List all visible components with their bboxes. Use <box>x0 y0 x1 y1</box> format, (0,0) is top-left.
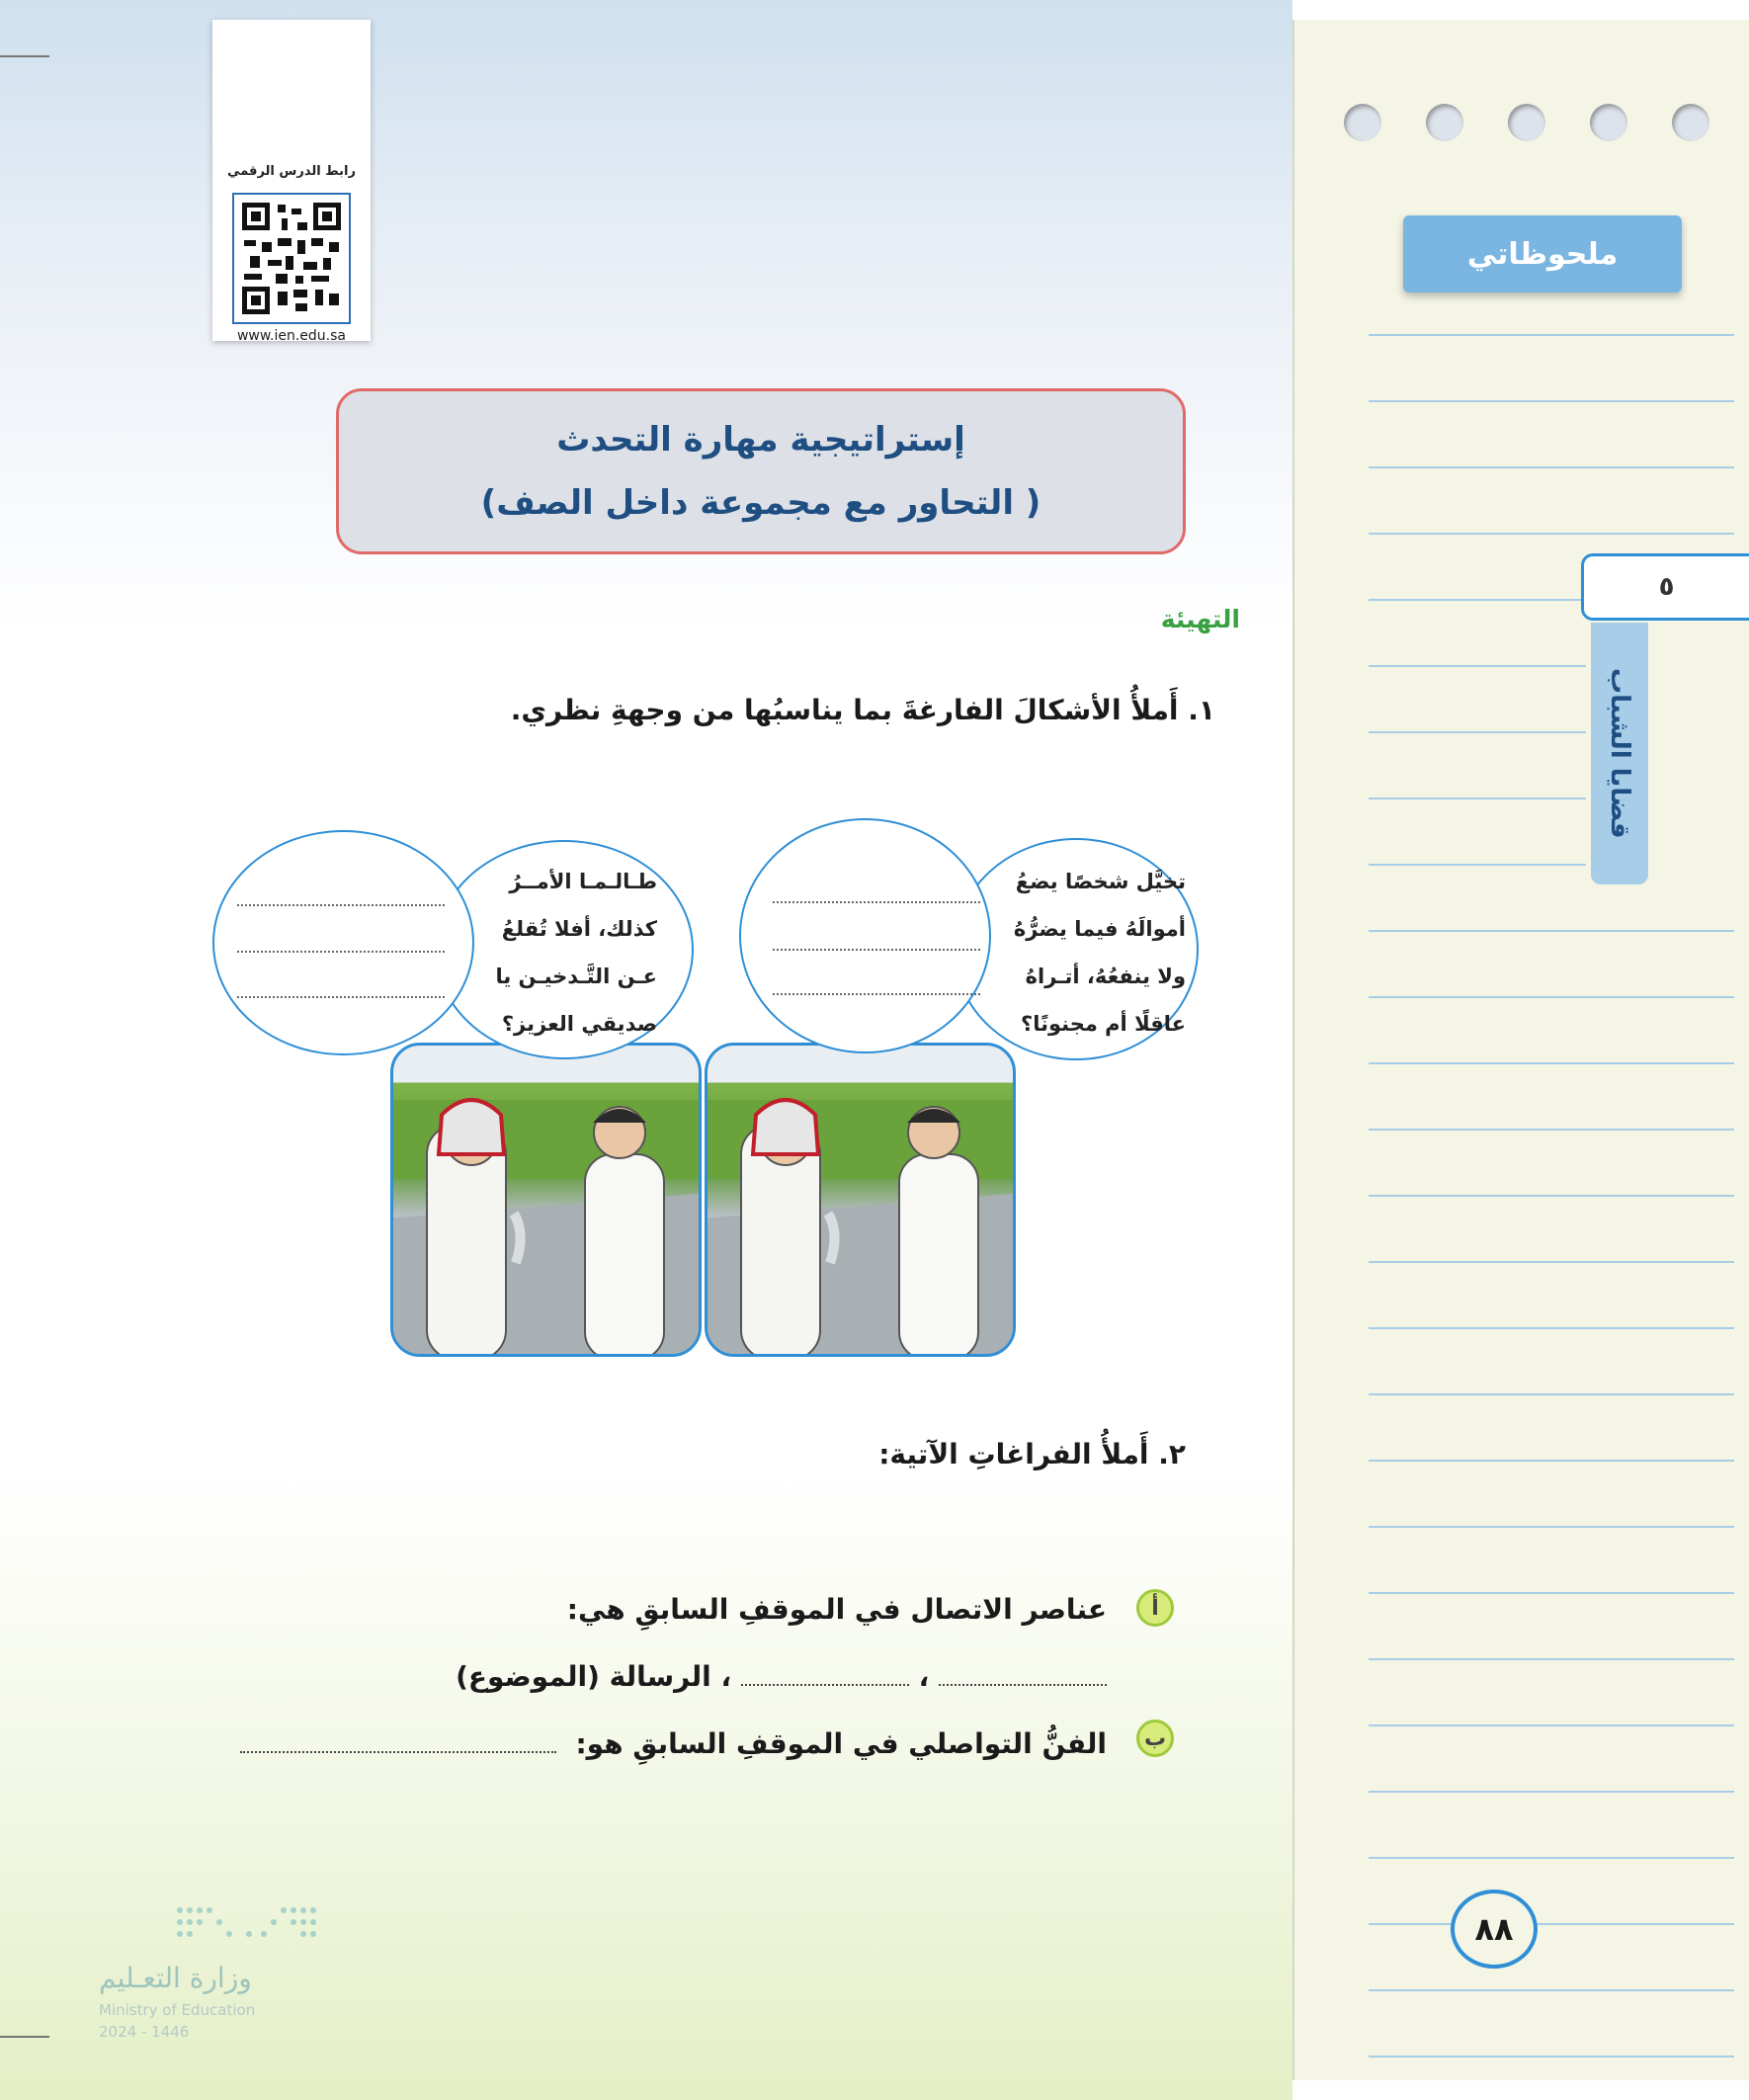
item-a-text: عناصر الاتصال في الموقفِ السابقِ هي: <box>566 1593 1107 1626</box>
scene-left <box>390 1043 702 1357</box>
crop-mark <box>0 55 49 57</box>
lesson-subtitle: ( التحاور مع مجموعة داخل الصف) <box>480 483 1041 523</box>
question-1: ١. أَملأُ الأشكالَ الفارغةَ بما يناسبُها من وجهةِ نظري. <box>510 694 1215 726</box>
binder-ring-icon <box>1426 104 1463 141</box>
answer-line[interactable] <box>773 993 980 995</box>
answer-line[interactable] <box>773 949 980 951</box>
item-a-comma: ، <box>918 1660 930 1693</box>
item-b-text: الفنُّ التواصلي في الموقفِ السابقِ هو: <box>575 1727 1107 1760</box>
binder-ring-icon <box>1344 104 1381 141</box>
fill-blank[interactable] <box>741 1680 909 1686</box>
fill-blank[interactable] <box>240 1747 556 1753</box>
answer-line[interactable] <box>237 951 445 953</box>
answer-line[interactable] <box>237 996 445 998</box>
lesson-title-box <box>336 388 1186 554</box>
lesson-title: إستراتيجية مهارة التحدث <box>556 420 965 460</box>
question-2: ٢. أَملأُ الفراغاتِ الآتية: <box>878 1438 1186 1470</box>
qr-url[interactable]: www.ien.edu.sa <box>236 328 347 344</box>
notes-tab: ملحوظاتي <box>1403 215 1682 293</box>
crop-mark <box>0 2036 49 2038</box>
notes-sidebar <box>1292 20 1749 2080</box>
qr-code-icon[interactable] <box>232 193 351 324</box>
section-heading: التهيئة <box>1160 605 1240 633</box>
item-b-badge: ب <box>1136 1720 1174 1757</box>
fill-blank[interactable] <box>939 1680 1107 1686</box>
answer-line[interactable] <box>237 904 445 906</box>
ministry-name-english: Ministry of Education <box>99 2001 256 2019</box>
unit-number: ٥ <box>1581 553 1749 621</box>
binder-ring-icon <box>1590 104 1627 141</box>
item-a-fill-row <box>456 1660 1107 1693</box>
item-a-fill-end: ، الرسالة (الموضوع) <box>456 1660 732 1693</box>
unit-title: قضايا الشباب <box>1605 668 1634 839</box>
scene-right <box>705 1043 1016 1357</box>
answer-line[interactable] <box>773 901 980 903</box>
speech-bubble-right-empty[interactable] <box>739 818 991 1053</box>
binder-ring-icon <box>1672 104 1709 141</box>
ministry-year: 2024 - 1446 <box>99 2023 190 2041</box>
bubble-text-right: تخيَّل شخصًا يضعُ أموالَهُ فيما يضرُّهُ ولا ينفعُهُ، أتـراهُ عاقلًا أم مجنونًا؟ <box>1013 870 1186 1036</box>
ministry-name-arabic: وزارة التعـليم <box>99 1962 252 1994</box>
binder-ring-icon <box>1508 104 1545 141</box>
speech-bubble-left-empty[interactable] <box>212 830 474 1055</box>
qr-card[interactable] <box>212 20 371 344</box>
item-a-badge: أ <box>1136 1589 1174 1627</box>
qr-label: رابط الدرس الرقمي <box>227 164 356 179</box>
unit-title-tab <box>1591 623 1648 884</box>
item-b-row <box>240 1727 1107 1760</box>
bubble-text-left: طـالـمـا الأمــرُ كذلك، أفلا تُقلعُ عـن التَّـدخيـن يا صديقي العزيز؟ <box>495 870 657 1036</box>
page-number: ٨٨ <box>1451 1890 1538 1969</box>
